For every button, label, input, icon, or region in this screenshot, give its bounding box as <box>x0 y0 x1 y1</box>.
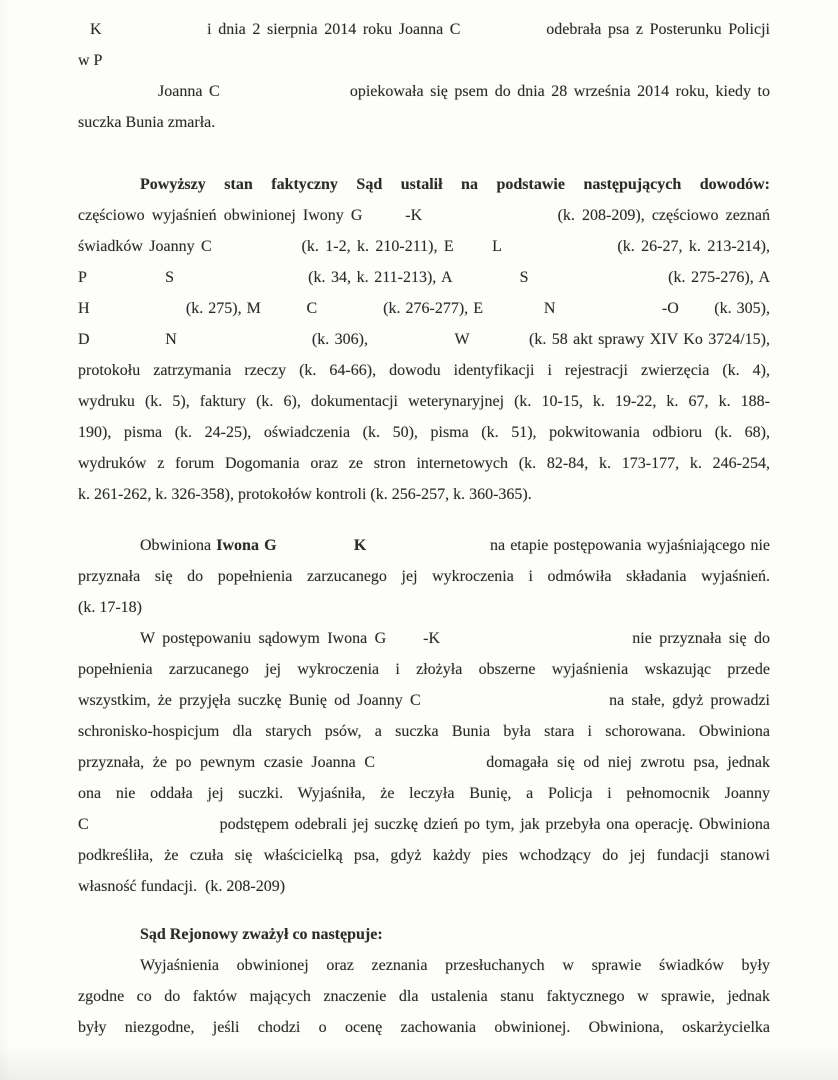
text-line: k. 261-262, k. 326-358), protokołów kontroli (k. 256-257, k. 360-365). <box>78 486 532 503</box>
text-line: w P <box>78 52 103 69</box>
text-line: zgodne co do faktów mających znaczenie dla ustalenia stanu faktycznego w sprawie, jednak <box>78 988 770 1005</box>
text-line: wydruku (k. 5), faktury (k. 6), dokumentacji weterynaryjnej (k. 10-15, k. 19-22, k. 67, k. 188- <box>78 393 770 410</box>
section-heading-ruling: Sąd Rejonowy zważył co następuje: <box>140 926 383 943</box>
text-line: świadków Joanny C (k. 1-2, k. 210-211), E L (k. 26-27, k. 213-214), <box>78 238 770 255</box>
text-line: ona nie oddała jej suczki. Wyjaśniła, że leczyła Bunię, a Policja i pełnomocnik Joanny <box>78 785 770 802</box>
scan-artifact-bottom <box>0 1044 838 1080</box>
defendant-name: Iwona G K <box>216 537 367 554</box>
text-line: W postępowaniu sądowym Iwona G -K nie przyznała się do <box>140 630 770 647</box>
text-line: popełnienia zarzucanego jej wykroczenia i złożyła obszerne wyjaśnienia wskazując przede <box>78 661 770 678</box>
text-line: były niezgodne, jeśli chodzi o ocenę zachowania obwinionej. Obwiniona, oskarżycielka <box>78 1019 770 1036</box>
text-line: własność fundacji. (k. 208-209) <box>78 878 286 895</box>
text-line: (k. 17-18) <box>78 599 142 616</box>
text-segment: Obwiniona <box>140 537 217 554</box>
text-line: suczka Bunia zmarła. <box>78 114 216 131</box>
text-line: D N (k. 306), W (k. 58 akt sprawy XIV Ko 3724/15), <box>78 331 770 348</box>
text-line: przyznała się do popełnienia zarzucanego jej wykroczenia i odmówiła składania wyjaśnień. <box>78 568 770 585</box>
text-line: Joanna C opiekowała się psem do dnia 28 września 2014 roku, kiedy to <box>158 83 770 100</box>
text-line: P S (k. 34, k. 211-213), A S (k. 275-276), A <box>78 269 770 286</box>
text-line: przyznała, że po pewnym czasie Joanna C domagała się od niej zwrotu psa, jednak <box>78 754 770 771</box>
text-line: protokołu zatrzymania rzeczy (k. 64-66), dowodu identyfikacji i rejestracji zwierzęcia (k. 4), <box>78 362 770 379</box>
text-line <box>78 530 770 561</box>
text-segment: na etapie postępowania wyjaśniającego nie <box>366 537 770 554</box>
text-line: C podstępem odebrali jej suczkę dzień po tym, jak przebyła ona operację. Obwiniona <box>78 816 770 833</box>
text-line: K i dnia 2 sierpnia 2014 roku Joanna C odebrała psa z Posterunku Policji <box>90 21 770 38</box>
text-line: 190), pisma (k. 24-25), oświadczenia (k. 50), pisma (k. 51), pokwitowania odbioru (k. 68), <box>78 424 770 441</box>
text-line: schronisko-hospicjum dla starych psów, a suczka Bunia była stara i schorowana. Obwiniona <box>78 723 770 740</box>
text-line: podkreśliła, że czuła się właścicielką psa, gdyż każdy pies wchodzący do jej fundacji stanowi <box>78 847 770 864</box>
text-line: wszystkim, że przyjęła suczkę Bunię od Joanny C na stałe, gdyż prowadzi <box>78 692 770 709</box>
section-heading-evidence: Powyższy stan faktyczny Sąd ustalił na podstawie następujących dowodów: <box>140 176 770 193</box>
text-line: częściowo wyjaśnień obwinionej Iwony G -K (k. 208-209), częściowo zeznań <box>78 207 770 224</box>
text-line: Wyjaśnienia obwinionej oraz zeznania przesłuchanych w sprawie świadków były <box>140 957 770 974</box>
text-line: wydruków z forum Dogomania oraz ze stron internetowych (k. 82-84, k. 173-177, k. 246-254, <box>78 455 770 472</box>
scan-artifact-edge <box>0 0 10 1080</box>
text-line: H (k. 275), M C (k. 276-277), E N -O (k. 305), <box>78 300 770 317</box>
